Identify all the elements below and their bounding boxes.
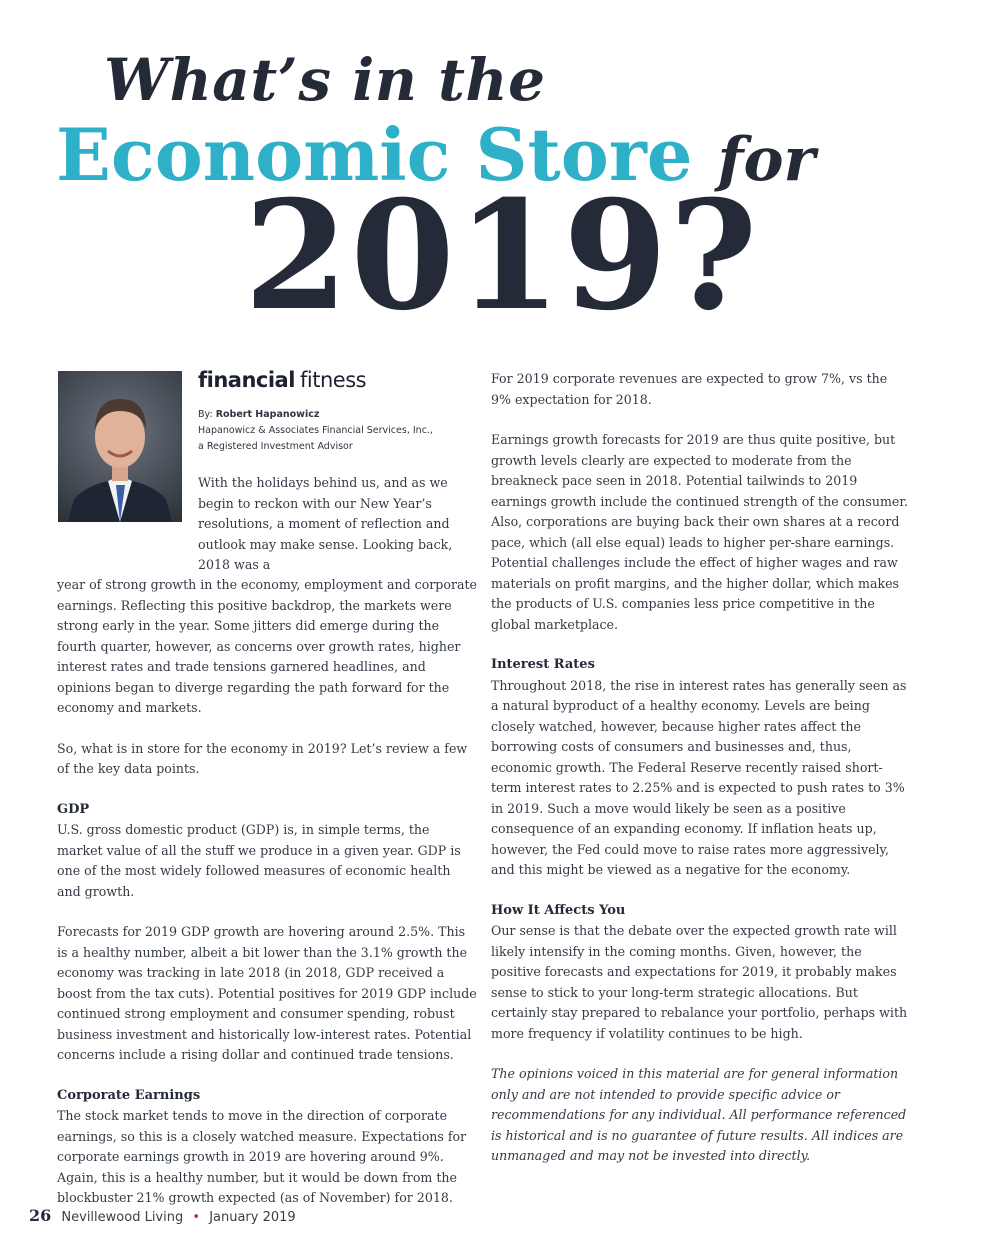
- title-line-1: What’s in the: [104, 46, 546, 114]
- column-name-bold: financial: [198, 368, 295, 392]
- section-heading-interest-rates: Interest Rates: [491, 657, 595, 672]
- author-photo: [58, 371, 182, 522]
- paragraph: So, what is in store for the economy in 2019? Let’s review a few of the key data points.: [57, 740, 468, 776]
- author-portrait-illustration: [58, 371, 182, 522]
- author-name: Robert Hapanowicz: [215, 409, 320, 420]
- intro-paragraph: With the holidays behind us, and as we begin to reckon with our New Year’s resolutions, a moment of reflection and outlook may make sense. Looking back, 2018 was a: [198, 475, 453, 572]
- paragraph: Earnings growth forecasts for 2019 are thus quite positive, but growth levels clearly are expected to moderate from the breakneck pace seen in 2018. Potential tailwinds to 2019 earnings growth include the continued strength of the consumer. Also, corporations are buying back their own shares at a record pace, which (all else equal) leads to higher per-share earnings. Potential challenges include the effect of higher wages and raw materials on profit margins, and the higher dollar, which makes the products of U.S. companies less price competitive in the global marketplace.: [491, 432, 909, 632]
- paragraph: Throughout 2018, the rise in interest rates has generally seen as a natural byproduct of a healthy economy. Levels are being closely watched, however, because higher rates affect the borrowing costs of consumers and businesses and, thus, economic growth. The Federal Reserve recently raised short-term interest rates to 2.25% and is expected to push rates to 3% in 2019. Such a move would likely be seen as a positive consequence of an expanding economy. If inflation heats up, however, the Fed could move to raise rates more aggressively, and this might be viewed as a negative for the economy.: [491, 677, 907, 877]
- page-footer: [29, 1206, 296, 1225]
- byline-prefix: By:: [198, 409, 213, 420]
- title-year: 2019?: [244, 168, 760, 344]
- paragraph: For 2019 corporate revenues are expected to grow 7%, vs the 9% expectation for 2018.: [491, 371, 888, 407]
- paragraph: U.S. gross domestic product (GDP) is, in simple terms, the market value of all the stuff we produce in a given year. GDP is one of the most widely followed measures of economic health and growth.: [57, 822, 461, 899]
- title-for: for: [717, 125, 816, 195]
- left-column: [57, 575, 477, 1209]
- separator-dot: •: [192, 1210, 201, 1225]
- title-accent: Economic Store: [56, 112, 693, 197]
- column-name: [198, 368, 366, 392]
- right-column: [491, 369, 911, 1167]
- firm-note: a Registered Investment Advisor: [198, 441, 353, 452]
- paragraph: The stock market tends to move in the direction of corporate earnings, so this is a closely watched measure. Expectations for corporate earnings growth in 2019 are hovering around 9%. Again, this is a healthy number, but it would be down from the blockbuster 21% growth expected (as of November) for 2018.: [57, 1108, 467, 1205]
- section-heading-how-it-affects-you: How It Affects You: [491, 902, 626, 918]
- publication-name: Nevillewood Living: [61, 1210, 184, 1225]
- section-heading-corporate-earnings: Corporate Earnings: [57, 1087, 201, 1103]
- byline: [198, 407, 468, 455]
- paragraph: Forecasts for 2019 GDP growth are hovering around 2.5%. This is a healthy number, albeit a bit lower than the 3.1% growth the economy was tracking in late 2018 (in 2018, GDP received a boost from the tax cuts). Potential positives for 2019 GDP include continued strong employment and consumer spending, robust business investment and historically low-interest rates. Potential concerns include a rising dollar and continued trade tensions.: [57, 924, 477, 1062]
- paragraph: year of strong growth in the economy, employment and corporate earnings. Reflecting this positive backdrop, the markets were strong early in the year. Some jitters did emerge during the fourth quarter, however, as concerns over growth rates, higher interest rates and trade tensions garnered headlines, and opinions began to diverge regarding the path forward for the economy and markets.: [57, 577, 477, 715]
- issue-date: January 2019: [209, 1210, 296, 1225]
- section-heading-gdp: GDP: [57, 801, 90, 817]
- page-number: 26: [29, 1206, 52, 1225]
- paragraph: Our sense is that the debate over the expected growth rate will likely intensify in the coming months. Given, however, the positive forecasts and expectations for 2019, it probably makes sense to stick to your long-term strategic allocations. But certainly stay prepared to rebalance your portfolio, perhaps with more frequency if volatility continues to be high.: [491, 923, 908, 1041]
- column-name-light: fitness: [300, 368, 367, 392]
- disclaimer: The opinions voiced in this material are for general information only and are not intended to provide specific advice or recommendations for any individual. All performance referenced is historical and is no guarantee of future results. All indices are unmanaged and may not be invested into directly.: [491, 1066, 907, 1163]
- firm-name: Hapanowicz & Associates Financial Services, Inc.,: [198, 425, 433, 436]
